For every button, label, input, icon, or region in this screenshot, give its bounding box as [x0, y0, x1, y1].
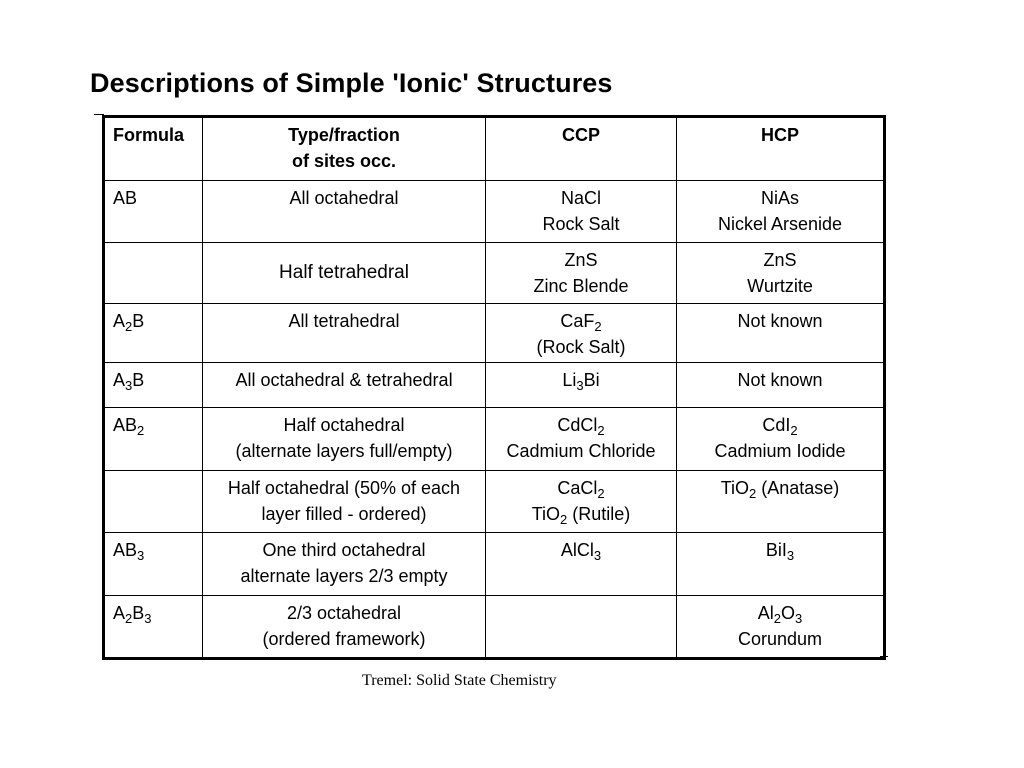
type-line	[209, 438, 479, 464]
type-line	[209, 501, 479, 527]
hcp-line	[683, 273, 877, 299]
hcp-text: ZnS	[763, 250, 797, 270]
formula-cell	[104, 243, 203, 304]
ccp-text: NaCl	[560, 188, 601, 208]
formula-text: AB	[113, 188, 138, 208]
hcp-line	[683, 211, 877, 237]
type-text: Half tetrahedral	[279, 262, 409, 283]
citation: Tremel: Solid State Chemistry	[362, 672, 557, 689]
hcp-cell	[677, 533, 885, 596]
ccp-cell	[486, 533, 677, 596]
type-cell	[203, 408, 486, 471]
type-cell	[203, 181, 486, 243]
ccp-text: Zinc Blende	[533, 276, 629, 296]
ccp-text: ZnS	[564, 250, 598, 270]
hcp-text: CdI	[762, 415, 791, 435]
ccp-text: CdCl	[557, 415, 598, 435]
table-row	[104, 243, 885, 304]
ccp-line	[492, 537, 670, 563]
formula-cell	[104, 408, 203, 471]
hcp-cell	[677, 471, 885, 533]
hcp-text: Cadmium Iodide	[714, 441, 846, 461]
formula-cell	[104, 533, 203, 596]
hcp-subscript: 3	[786, 548, 795, 563]
type-text: One third octahedral	[262, 540, 426, 560]
ionic-structures-table	[102, 115, 886, 660]
ccp-text: (Rutile)	[567, 504, 631, 524]
formula-subscript: 3	[144, 611, 152, 626]
type-line	[209, 308, 479, 334]
ccp-text: Cadmium Chloride	[506, 441, 656, 461]
hcp-cell	[677, 408, 885, 471]
formula-subscript: 2	[137, 423, 145, 438]
page-title: Descriptions of Simple 'Ionic' Structures	[90, 68, 613, 98]
table-row	[104, 596, 885, 659]
type-text: All tetrahedral	[288, 311, 400, 331]
header-type-line1: Type/fraction	[288, 125, 400, 145]
type-cell	[203, 596, 486, 659]
type-line	[209, 367, 479, 393]
formula-subscript: 3	[137, 548, 145, 563]
hcp-cell	[677, 304, 885, 363]
hcp-subscript: 2	[773, 611, 781, 626]
formula-subscript: 3	[125, 378, 133, 393]
table-body	[104, 181, 885, 659]
type-line	[209, 563, 479, 589]
hcp-cell	[677, 363, 885, 408]
hcp-text: Not known	[737, 370, 823, 390]
ccp-cell	[486, 304, 677, 363]
hcp-line	[683, 438, 877, 464]
type-line	[209, 626, 479, 652]
type-text: (alternate layers full/empty)	[235, 441, 453, 461]
ccp-line	[492, 438, 670, 464]
ccp-subscript: 3	[593, 548, 602, 563]
ccp-subscript: 2	[597, 423, 605, 438]
ccp-cell	[486, 596, 677, 659]
type-text: All octahedral	[289, 188, 399, 208]
hcp-text: Not known	[737, 311, 823, 331]
ccp-text: CaF	[560, 311, 595, 331]
hcp-cell	[677, 243, 885, 304]
hcp-text: Al	[757, 603, 774, 623]
type-cell	[203, 304, 486, 363]
hcp-line	[683, 412, 877, 438]
formula-cell	[104, 471, 203, 533]
formula-cell	[104, 304, 203, 363]
ccp-text: Li	[562, 370, 577, 390]
formula-text: AB	[113, 415, 138, 435]
formula-subscript: 2	[125, 611, 133, 626]
formula-text: A	[113, 311, 126, 331]
table-row	[104, 471, 885, 533]
hcp-line	[683, 367, 877, 393]
formula-cell	[104, 596, 203, 659]
ccp-line	[492, 308, 670, 334]
type-text: Half octahedral	[283, 415, 405, 435]
hcp-line	[683, 475, 877, 501]
hcp-text: Wurtzite	[747, 276, 813, 296]
hcp-text: TiO	[720, 478, 750, 498]
type-cell	[203, 533, 486, 596]
ccp-subscript: 3	[576, 378, 584, 393]
type-text: layer filled - ordered)	[261, 504, 427, 524]
ccp-line	[492, 412, 670, 438]
hcp-subscript: 3	[795, 611, 803, 626]
ccp-text: Bi	[583, 370, 600, 390]
table-row	[104, 363, 885, 408]
ccp-text: AlCl	[560, 540, 594, 560]
formula-cell	[104, 181, 203, 243]
type-text: (ordered framework)	[262, 629, 426, 649]
type-text: All octahedral & tetrahedral	[235, 370, 453, 390]
formula-text: AB	[113, 540, 138, 560]
type-line	[209, 600, 479, 626]
formula-subscript: 2	[125, 319, 133, 334]
ccp-line	[492, 185, 670, 211]
ccp-line	[492, 334, 670, 360]
ccp-line	[492, 211, 670, 237]
hcp-subscript: 2	[790, 423, 798, 438]
hcp-text: Corundum	[737, 629, 823, 649]
formula-text: A	[113, 370, 126, 390]
hcp-line	[683, 185, 877, 211]
hcp-cell	[677, 596, 885, 659]
ccp-cell	[486, 408, 677, 471]
ccp-text: Rock Salt	[542, 214, 620, 234]
ccp-subscript: 2	[594, 319, 602, 334]
hcp-text: O	[781, 603, 796, 623]
type-text: alternate layers 2/3 empty	[240, 566, 448, 586]
ccp-text: TiO	[531, 504, 561, 524]
ccp-text: (Rock Salt)	[536, 337, 626, 357]
hcp-text: (Anatase)	[756, 478, 840, 498]
table-row	[104, 533, 885, 596]
type-cell	[203, 363, 486, 408]
hcp-cell	[677, 181, 885, 243]
type-cell	[203, 471, 486, 533]
header-ccp: CCP	[486, 117, 677, 181]
ccp-line	[492, 247, 670, 273]
header-type-line2: of sites occ.	[291, 151, 397, 171]
header-formula: Formula	[104, 117, 203, 181]
type-line	[209, 537, 479, 563]
table-row	[104, 408, 885, 471]
table-row	[104, 304, 885, 363]
type-line	[209, 475, 479, 501]
hcp-text: Nickel Arsenide	[717, 214, 843, 234]
type-line	[209, 260, 479, 286]
formula-text: B	[132, 370, 145, 390]
header-type	[203, 117, 486, 181]
hcp-line	[683, 308, 877, 334]
ccp-subscript: 2	[597, 486, 605, 501]
ccp-subscript: 2	[560, 512, 568, 527]
formula-text: B	[132, 603, 145, 623]
hcp-text: BiI	[765, 540, 787, 560]
ccp-line	[492, 273, 670, 299]
hcp-line	[683, 626, 877, 652]
header-row	[104, 117, 885, 181]
ccp-text: CaCl	[557, 478, 598, 498]
hcp-line	[683, 600, 877, 626]
hcp-line	[683, 537, 877, 563]
type-line	[209, 412, 479, 438]
hcp-line	[683, 247, 877, 273]
ccp-cell	[486, 243, 677, 304]
ccp-cell	[486, 181, 677, 243]
ccp-line	[492, 367, 670, 393]
ccp-line	[492, 501, 670, 527]
hcp-subscript: 2	[749, 486, 757, 501]
formula-text: A	[113, 603, 126, 623]
ccp-cell	[486, 471, 677, 533]
header-hcp: HCP	[677, 117, 885, 181]
ccp-line	[492, 475, 670, 501]
hcp-text: NiAs	[760, 188, 799, 208]
type-text: 2/3 octahedral	[286, 603, 402, 623]
type-line	[209, 185, 479, 211]
formula-cell	[104, 363, 203, 408]
ccp-cell	[486, 363, 677, 408]
formula-text: B	[132, 311, 145, 331]
table-row	[104, 181, 885, 243]
type-text: Half octahedral (50% of each	[227, 478, 461, 498]
type-cell	[203, 243, 486, 304]
